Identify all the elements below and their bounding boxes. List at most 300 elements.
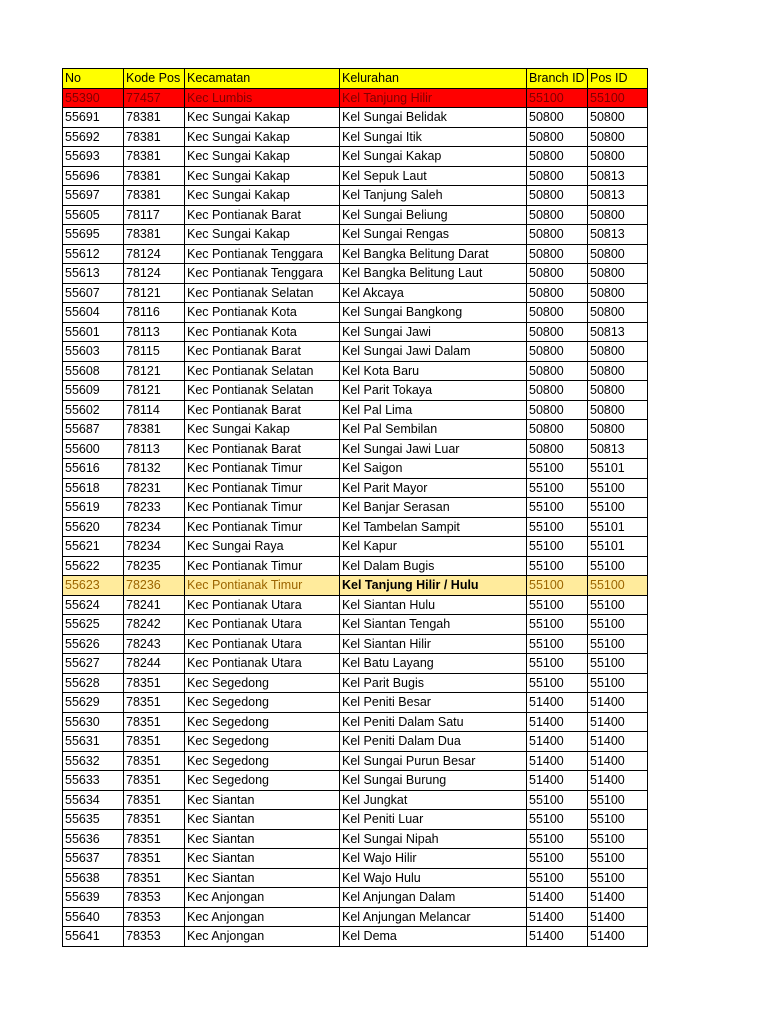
cell-branch-id[interactable]: 51400 [527, 907, 588, 927]
table-row [63, 498, 648, 518]
table-row [63, 732, 648, 752]
cell-no[interactable]: 55603 [63, 342, 124, 362]
cell-kecamatan[interactable]: Kec Segedong [185, 751, 340, 771]
cell-branch-id[interactable]: 55100 [527, 654, 588, 674]
cell-kecamatan[interactable]: Kec Pontianak Timur [185, 459, 340, 479]
cell-pos-id[interactable]: 51400 [588, 751, 648, 771]
cell-pos-id[interactable]: 50800 [588, 244, 648, 264]
cell-kelurahan[interactable]: Kel Sungai Beliung [340, 205, 527, 225]
cell-kecamatan[interactable]: Kec Pontianak Barat [185, 439, 340, 459]
cell-kode-pos[interactable]: 78233 [124, 498, 185, 518]
cell-pos-id[interactable]: 50813 [588, 186, 648, 206]
cell-branch-id[interactable]: 55100 [527, 829, 588, 849]
cell-branch-id[interactable]: 50800 [527, 439, 588, 459]
cell-kelurahan[interactable]: Kel Parit Tokaya [340, 381, 527, 401]
table-row [63, 283, 648, 303]
cell-kelurahan[interactable]: Kel Kapur [340, 537, 527, 557]
table-row [63, 88, 648, 108]
cell-no[interactable]: 55608 [63, 361, 124, 381]
cell-kecamatan[interactable]: Kec Pontianak Selatan [185, 361, 340, 381]
cell-kecamatan[interactable]: Kec Pontianak Timur [185, 478, 340, 498]
cell-kecamatan[interactable]: Kec Pontianak Selatan [185, 283, 340, 303]
cell-no[interactable]: 55628 [63, 673, 124, 693]
cell-kelurahan[interactable]: Kel Sungai Jawi Dalam [340, 342, 527, 362]
table-row [63, 108, 648, 128]
cell-no[interactable]: 55634 [63, 790, 124, 810]
table-row [63, 712, 648, 732]
cell-no[interactable]: 55600 [63, 439, 124, 459]
cell-kecamatan[interactable]: Kec Pontianak Tenggara [185, 264, 340, 284]
cell-kode-pos[interactable]: 78351 [124, 849, 185, 869]
cell-pos-id[interactable]: 50813 [588, 225, 648, 245]
cell-kelurahan[interactable]: Kel Saigon [340, 459, 527, 479]
header-cell-kecamatan[interactable]: Kecamatan [185, 69, 340, 89]
cell-pos-id[interactable]: 55100 [588, 849, 648, 869]
table-row [63, 420, 648, 440]
cell-pos-id[interactable]: 51400 [588, 927, 648, 947]
table-row [63, 790, 648, 810]
cell-kelurahan[interactable]: Kel Sepuk Laut [340, 166, 527, 186]
cell-kelurahan[interactable]: Kel Peniti Dalam Satu [340, 712, 527, 732]
cell-kecamatan[interactable]: Kec Lumbis [185, 88, 340, 108]
cell-no[interactable]: 55622 [63, 556, 124, 576]
cell-no[interactable]: 55691 [63, 108, 124, 128]
cell-no[interactable]: 55695 [63, 225, 124, 245]
cell-kecamatan[interactable]: Kec Siantan [185, 790, 340, 810]
cell-no[interactable]: 55604 [63, 303, 124, 323]
cell-kode-pos[interactable]: 78353 [124, 888, 185, 908]
cell-no[interactable]: 55616 [63, 459, 124, 479]
cell-kecamatan[interactable]: Kec Pontianak Utara [185, 654, 340, 674]
cell-kode-pos[interactable]: 78235 [124, 556, 185, 576]
cell-kecamatan[interactable]: Kec Anjongan [185, 927, 340, 947]
cell-no[interactable]: 55618 [63, 478, 124, 498]
cell-kode-pos[interactable]: 78381 [124, 186, 185, 206]
cell-kecamatan[interactable]: Kec Anjongan [185, 907, 340, 927]
cell-branch-id[interactable]: 55100 [527, 556, 588, 576]
cell-kode-pos[interactable]: 77457 [124, 88, 185, 108]
cell-branch-id[interactable]: 50800 [527, 342, 588, 362]
table-row [63, 225, 648, 245]
cell-branch-id[interactable]: 50800 [527, 108, 588, 128]
cell-pos-id[interactable]: 50800 [588, 264, 648, 284]
table-row [63, 303, 648, 323]
cell-no[interactable]: 55390 [63, 88, 124, 108]
cell-kecamatan[interactable]: Kec Pontianak Tenggara [185, 244, 340, 264]
cell-kelurahan[interactable]: Kel Bangka Belitung Darat [340, 244, 527, 264]
cell-pos-id[interactable]: 50800 [588, 420, 648, 440]
table-row [63, 127, 648, 147]
cell-no[interactable]: 55630 [63, 712, 124, 732]
cell-no[interactable]: 55636 [63, 829, 124, 849]
cell-kode-pos[interactable]: 78243 [124, 634, 185, 654]
cell-kelurahan[interactable]: Kel Tambelan Sampit [340, 517, 527, 537]
cell-kode-pos[interactable]: 78244 [124, 654, 185, 674]
cell-no[interactable]: 55697 [63, 186, 124, 206]
cell-pos-id[interactable]: 51400 [588, 712, 648, 732]
cell-kecamatan[interactable]: Kec Pontianak Utara [185, 595, 340, 615]
cell-no[interactable]: 55613 [63, 264, 124, 284]
cell-pos-id[interactable]: 55101 [588, 459, 648, 479]
cell-kelurahan[interactable]: Kel Anjungan Dalam [340, 888, 527, 908]
cell-kelurahan[interactable]: Kel Peniti Besar [340, 693, 527, 713]
table-row [63, 400, 648, 420]
cell-kecamatan[interactable]: Kec Sungai Kakap [185, 147, 340, 167]
cell-kode-pos[interactable]: 78121 [124, 381, 185, 401]
table-row [63, 186, 648, 206]
table-row [63, 322, 648, 342]
cell-kode-pos[interactable]: 78381 [124, 225, 185, 245]
cell-kelurahan[interactable]: Kel Wajo Hilir [340, 849, 527, 869]
cell-kode-pos[interactable]: 78351 [124, 810, 185, 830]
cell-kode-pos[interactable]: 78124 [124, 264, 185, 284]
cell-pos-id[interactable]: 50800 [588, 147, 648, 167]
table-row [63, 166, 648, 186]
cell-pos-id[interactable]: 50800 [588, 400, 648, 420]
cell-no[interactable]: 55627 [63, 654, 124, 674]
cell-no[interactable]: 55633 [63, 771, 124, 791]
cell-branch-id[interactable]: 50800 [527, 303, 588, 323]
cell-kecamatan[interactable]: Kec Pontianak Timur [185, 556, 340, 576]
cell-kelurahan[interactable]: Kel Sungai Nipah [340, 829, 527, 849]
cell-no[interactable]: 55641 [63, 927, 124, 947]
cell-kelurahan[interactable]: Kel Anjungan Melancar [340, 907, 527, 927]
cell-kelurahan[interactable]: Kel Pal Sembilan [340, 420, 527, 440]
cell-kelurahan[interactable]: Kel Peniti Luar [340, 810, 527, 830]
header-cell-branch-id[interactable]: Branch ID [527, 69, 588, 89]
cell-kode-pos[interactable]: 78351 [124, 790, 185, 810]
cell-kecamatan[interactable]: Kec Pontianak Barat [185, 205, 340, 225]
cell-kelurahan[interactable]: Kel Siantan Hilir [340, 634, 527, 654]
cell-no[interactable]: 55640 [63, 907, 124, 927]
cell-branch-id[interactable]: 51400 [527, 732, 588, 752]
cell-kode-pos[interactable]: 78353 [124, 907, 185, 927]
postal-code-table [62, 68, 648, 947]
cell-no[interactable]: 55621 [63, 537, 124, 557]
cell-branch-id[interactable]: 51400 [527, 771, 588, 791]
cell-pos-id[interactable]: 51400 [588, 888, 648, 908]
cell-kode-pos[interactable]: 78351 [124, 712, 185, 732]
cell-branch-id[interactable]: 55100 [527, 517, 588, 537]
cell-branch-id[interactable]: 55100 [527, 88, 588, 108]
cell-no[interactable]: 55693 [63, 147, 124, 167]
table-row [63, 868, 648, 888]
header-cell-kelurahan[interactable]: Kelurahan [340, 69, 527, 89]
cell-pos-id[interactable]: 51400 [588, 771, 648, 791]
cell-kode-pos[interactable]: 78236 [124, 576, 185, 596]
cell-kelurahan[interactable]: Kel Bangka Belitung Laut [340, 264, 527, 284]
cell-kelurahan[interactable]: Kel Sungai Kakap [340, 147, 527, 167]
cell-kecamatan[interactable]: Kec Siantan [185, 810, 340, 830]
cell-no[interactable]: 55601 [63, 322, 124, 342]
cell-kode-pos[interactable]: 78231 [124, 478, 185, 498]
cell-kelurahan[interactable]: Kel Pal Lima [340, 400, 527, 420]
cell-kecamatan[interactable]: Kec Pontianak Timur [185, 498, 340, 518]
cell-kode-pos[interactable]: 78121 [124, 283, 185, 303]
cell-kode-pos[interactable]: 78381 [124, 108, 185, 128]
cell-kecamatan[interactable]: Kec Segedong [185, 771, 340, 791]
cell-kode-pos[interactable]: 78351 [124, 693, 185, 713]
cell-no[interactable]: 55612 [63, 244, 124, 264]
table-row [63, 381, 648, 401]
cell-no[interactable]: 55687 [63, 420, 124, 440]
cell-pos-id[interactable]: 55100 [588, 790, 648, 810]
cell-kecamatan[interactable]: Kec Sungai Kakap [185, 186, 340, 206]
cell-pos-id[interactable]: 55101 [588, 537, 648, 557]
cell-kode-pos[interactable]: 78381 [124, 127, 185, 147]
cell-branch-id[interactable]: 50800 [527, 381, 588, 401]
cell-pos-id[interactable]: 50800 [588, 303, 648, 323]
cell-no[interactable]: 55631 [63, 732, 124, 752]
cell-no[interactable]: 55696 [63, 166, 124, 186]
cell-kecamatan[interactable]: Kec Pontianak Utara [185, 634, 340, 654]
cell-branch-id[interactable]: 50800 [527, 400, 588, 420]
cell-kelurahan[interactable]: Kel Tanjung Saleh [340, 186, 527, 206]
cell-kecamatan[interactable]: Kec Sungai Kakap [185, 127, 340, 147]
cell-pos-id[interactable]: 51400 [588, 693, 648, 713]
cell-pos-id[interactable]: 50800 [588, 342, 648, 362]
cell-branch-id[interactable]: 55100 [527, 790, 588, 810]
cell-pos-id[interactable]: 55100 [588, 498, 648, 518]
table-row [63, 751, 648, 771]
cell-no[interactable]: 55635 [63, 810, 124, 830]
cell-pos-id[interactable]: 50800 [588, 361, 648, 381]
cell-kelurahan[interactable]: Kel Dema [340, 927, 527, 947]
cell-kode-pos[interactable]: 78351 [124, 771, 185, 791]
cell-pos-id[interactable]: 55101 [588, 517, 648, 537]
cell-kelurahan[interactable]: Kel Sungai Itik [340, 127, 527, 147]
cell-pos-id[interactable]: 50813 [588, 439, 648, 459]
cell-no[interactable]: 55609 [63, 381, 124, 401]
cell-branch-id[interactable]: 55100 [527, 576, 588, 596]
cell-kode-pos[interactable]: 78381 [124, 166, 185, 186]
cell-no[interactable]: 55692 [63, 127, 124, 147]
cell-branch-id[interactable]: 55100 [527, 595, 588, 615]
cell-kecamatan[interactable]: Kec Pontianak Barat [185, 342, 340, 362]
cell-kode-pos[interactable]: 78241 [124, 595, 185, 615]
cell-branch-id[interactable]: 51400 [527, 888, 588, 908]
cell-branch-id[interactable]: 50800 [527, 205, 588, 225]
cell-pos-id[interactable]: 55100 [588, 673, 648, 693]
cell-kode-pos[interactable]: 78351 [124, 868, 185, 888]
cell-kelurahan[interactable]: Kel Siantan Hulu [340, 595, 527, 615]
cell-no[interactable]: 55625 [63, 615, 124, 635]
cell-kelurahan[interactable]: Kel Parit Mayor [340, 478, 527, 498]
cell-no[interactable]: 55607 [63, 283, 124, 303]
cell-kelurahan[interactable]: Kel Sungai Belidak [340, 108, 527, 128]
cell-no[interactable]: 55619 [63, 498, 124, 518]
cell-kelurahan[interactable]: Kel Tanjung Hilir [340, 88, 527, 108]
cell-kode-pos[interactable]: 78242 [124, 615, 185, 635]
cell-branch-id[interactable]: 51400 [527, 712, 588, 732]
cell-pos-id[interactable]: 50800 [588, 108, 648, 128]
cell-no[interactable]: 55605 [63, 205, 124, 225]
cell-branch-id[interactable]: 50800 [527, 166, 588, 186]
cell-kode-pos[interactable]: 78351 [124, 673, 185, 693]
cell-kecamatan[interactable]: Kec Pontianak Barat [185, 400, 340, 420]
cell-no[interactable]: 55638 [63, 868, 124, 888]
cell-kelurahan[interactable]: Kel Dalam Bugis [340, 556, 527, 576]
cell-branch-id[interactable]: 55100 [527, 673, 588, 693]
cell-kelurahan[interactable]: Kel Sungai Burung [340, 771, 527, 791]
cell-kelurahan[interactable]: Kel Sungai Jawi [340, 322, 527, 342]
cell-pos-id[interactable]: 55100 [588, 654, 648, 674]
cell-kecamatan[interactable]: Kec Siantan [185, 829, 340, 849]
cell-kelurahan[interactable]: Kel Sungai Bangkong [340, 303, 527, 323]
cell-kelurahan[interactable]: Kel Peniti Dalam Dua [340, 732, 527, 752]
cell-pos-id[interactable]: 55100 [588, 829, 648, 849]
table-row [63, 927, 648, 947]
cell-kode-pos[interactable]: 78132 [124, 459, 185, 479]
cell-kecamatan[interactable]: Kec Segedong [185, 732, 340, 752]
cell-kecamatan[interactable]: Kec Siantan [185, 868, 340, 888]
cell-branch-id[interactable]: 55100 [527, 868, 588, 888]
cell-pos-id[interactable]: 50800 [588, 283, 648, 303]
cell-pos-id[interactable]: 50800 [588, 205, 648, 225]
cell-branch-id[interactable]: 50800 [527, 361, 588, 381]
cell-kode-pos[interactable]: 78234 [124, 517, 185, 537]
cell-pos-id[interactable]: 55100 [588, 556, 648, 576]
table-row [63, 888, 648, 908]
cell-branch-id[interactable]: 55100 [527, 634, 588, 654]
cell-kode-pos[interactable]: 78124 [124, 244, 185, 264]
cell-kelurahan[interactable]: Kel Wajo Hulu [340, 868, 527, 888]
cell-kecamatan[interactable]: Kec Pontianak Kota [185, 303, 340, 323]
cell-branch-id[interactable]: 50800 [527, 186, 588, 206]
cell-branch-id[interactable]: 55100 [527, 459, 588, 479]
cell-branch-id[interactable]: 50800 [527, 147, 588, 167]
cell-kelurahan[interactable]: Kel Jungkat [340, 790, 527, 810]
table-row [63, 244, 648, 264]
cell-kelurahan[interactable]: Kel Akcaya [340, 283, 527, 303]
cell-kelurahan[interactable]: Kel Tanjung Hilir / Hulu [340, 576, 527, 596]
cell-pos-id[interactable]: 55100 [588, 478, 648, 498]
cell-kecamatan[interactable]: Kec Sungai Raya [185, 537, 340, 557]
cell-kode-pos[interactable]: 78121 [124, 361, 185, 381]
cell-kelurahan[interactable]: Kel Sungai Rengas [340, 225, 527, 245]
table-row [63, 537, 648, 557]
header-cell-no[interactable]: No [63, 69, 124, 89]
cell-branch-id[interactable]: 55100 [527, 615, 588, 635]
cell-pos-id[interactable]: 55100 [588, 868, 648, 888]
table-row [63, 654, 648, 674]
cell-kode-pos[interactable]: 78116 [124, 303, 185, 323]
cell-kecamatan[interactable]: Kec Segedong [185, 712, 340, 732]
cell-kecamatan[interactable]: Kec Pontianak Timur [185, 576, 340, 596]
cell-no[interactable]: 55639 [63, 888, 124, 908]
cell-pos-id[interactable]: 50800 [588, 381, 648, 401]
cell-no[interactable]: 55637 [63, 849, 124, 869]
cell-branch-id[interactable]: 50800 [527, 420, 588, 440]
cell-branch-id[interactable]: 50800 [527, 244, 588, 264]
cell-pos-id[interactable]: 50800 [588, 127, 648, 147]
cell-branch-id[interactable]: 50800 [527, 225, 588, 245]
cell-kecamatan[interactable]: Kec Pontianak Utara [185, 615, 340, 635]
table-row [63, 673, 648, 693]
cell-branch-id[interactable]: 51400 [527, 927, 588, 947]
cell-kode-pos[interactable]: 78115 [124, 342, 185, 362]
cell-no[interactable]: 55623 [63, 576, 124, 596]
cell-pos-id[interactable]: 55100 [588, 810, 648, 830]
cell-kode-pos[interactable]: 78381 [124, 147, 185, 167]
cell-kelurahan[interactable]: Kel Sungai Purun Besar [340, 751, 527, 771]
cell-kecamatan[interactable]: Kec Segedong [185, 693, 340, 713]
cell-kecamatan[interactable]: Kec Segedong [185, 673, 340, 693]
header-cell-pos-id[interactable]: Pos ID [588, 69, 648, 89]
cell-kelurahan[interactable]: Kel Siantan Tengah [340, 615, 527, 635]
cell-kelurahan[interactable]: Kel Sungai Jawi Luar [340, 439, 527, 459]
cell-branch-id[interactable]: 50800 [527, 283, 588, 303]
cell-kecamatan[interactable]: Kec Pontianak Kota [185, 322, 340, 342]
cell-kode-pos[interactable]: 78113 [124, 439, 185, 459]
cell-kecamatan[interactable]: Kec Sungai Kakap [185, 166, 340, 186]
cell-kode-pos[interactable]: 78353 [124, 927, 185, 947]
cell-kecamatan[interactable]: Kec Pontianak Selatan [185, 381, 340, 401]
cell-pos-id[interactable]: 51400 [588, 907, 648, 927]
header-cell-kode-pos[interactable]: Kode Pos [124, 69, 185, 89]
cell-branch-id[interactable]: 51400 [527, 693, 588, 713]
cell-branch-id[interactable]: 50800 [527, 264, 588, 284]
cell-branch-id[interactable]: 55100 [527, 849, 588, 869]
cell-branch-id[interactable]: 50800 [527, 322, 588, 342]
cell-no[interactable]: 55629 [63, 693, 124, 713]
cell-pos-id[interactable]: 55100 [588, 595, 648, 615]
cell-kode-pos[interactable]: 78113 [124, 322, 185, 342]
cell-pos-id[interactable]: 55100 [588, 576, 648, 596]
cell-pos-id[interactable]: 51400 [588, 732, 648, 752]
cell-kelurahan[interactable]: Kel Parit Bugis [340, 673, 527, 693]
cell-kode-pos[interactable]: 78114 [124, 400, 185, 420]
cell-no[interactable]: 55620 [63, 517, 124, 537]
cell-pos-id[interactable]: 55100 [588, 88, 648, 108]
cell-branch-id[interactable]: 55100 [527, 498, 588, 518]
cell-branch-id[interactable]: 50800 [527, 127, 588, 147]
cell-kode-pos[interactable]: 78351 [124, 829, 185, 849]
cell-kode-pos[interactable]: 78117 [124, 205, 185, 225]
table-row [63, 849, 648, 869]
cell-kecamatan[interactable]: Kec Sungai Kakap [185, 108, 340, 128]
cell-pos-id[interactable]: 55100 [588, 634, 648, 654]
table-row [63, 595, 648, 615]
cell-branch-id[interactable]: 55100 [527, 478, 588, 498]
cell-no[interactable]: 55624 [63, 595, 124, 615]
cell-kode-pos[interactable]: 78381 [124, 420, 185, 440]
table-row [63, 205, 648, 225]
cell-pos-id[interactable]: 50813 [588, 322, 648, 342]
cell-kelurahan[interactable]: Kel Banjar Serasan [340, 498, 527, 518]
cell-kode-pos[interactable]: 78351 [124, 751, 185, 771]
cell-pos-id[interactable]: 50813 [588, 166, 648, 186]
cell-kecamatan[interactable]: Kec Sungai Kakap [185, 225, 340, 245]
cell-branch-id[interactable]: 51400 [527, 751, 588, 771]
cell-no[interactable]: 55632 [63, 751, 124, 771]
cell-no[interactable]: 55602 [63, 400, 124, 420]
cell-kecamatan[interactable]: Kec Siantan [185, 849, 340, 869]
cell-kecamatan[interactable]: Kec Anjongan [185, 888, 340, 908]
cell-kode-pos[interactable]: 78351 [124, 732, 185, 752]
cell-kelurahan[interactable]: Kel Batu Layang [340, 654, 527, 674]
cell-kecamatan[interactable]: Kec Pontianak Timur [185, 517, 340, 537]
cell-branch-id[interactable]: 55100 [527, 537, 588, 557]
cell-branch-id[interactable]: 55100 [527, 810, 588, 830]
table-row [63, 693, 648, 713]
cell-no[interactable]: 55626 [63, 634, 124, 654]
cell-pos-id[interactable]: 55100 [588, 615, 648, 635]
cell-kelurahan[interactable]: Kel Kota Baru [340, 361, 527, 381]
table-row [63, 556, 648, 576]
cell-kode-pos[interactable]: 78234 [124, 537, 185, 557]
cell-kecamatan[interactable]: Kec Sungai Kakap [185, 420, 340, 440]
